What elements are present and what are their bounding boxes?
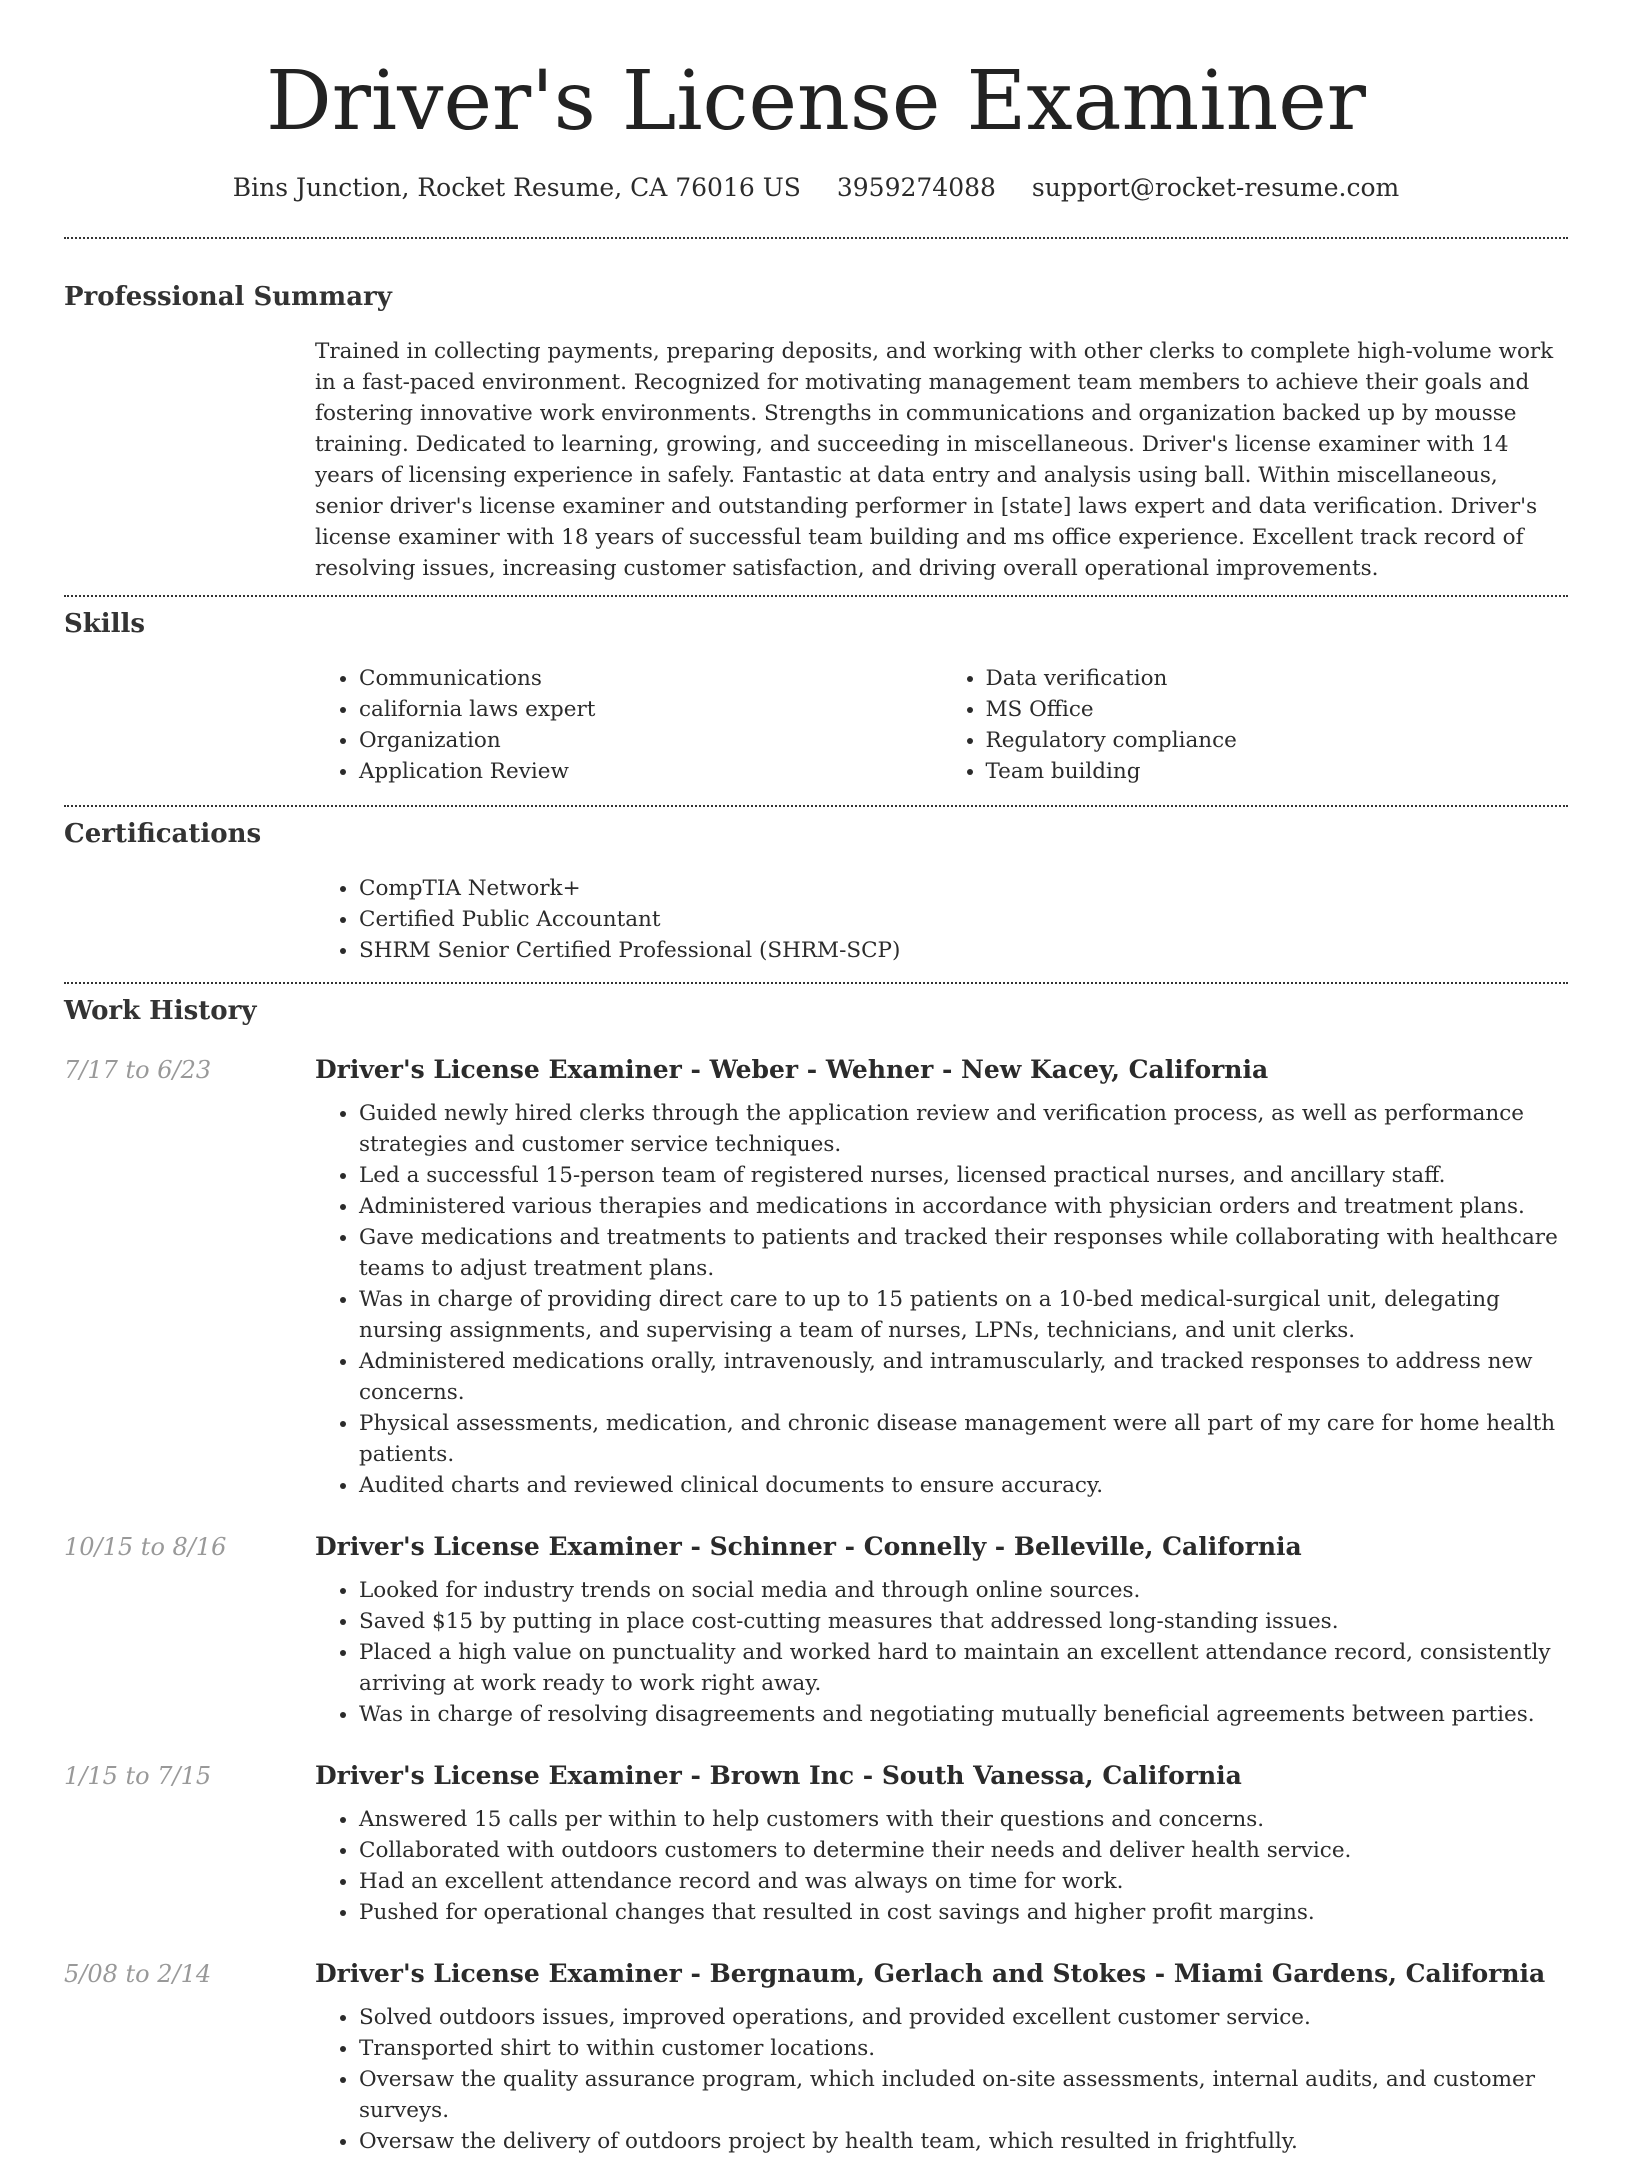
certifications-section <box>64 818 1568 966</box>
skill-item: • Data verification <box>986 663 1569 694</box>
work-history-section <box>64 995 1568 2157</box>
job-bullets <box>315 1098 1568 1501</box>
job-dates: 1/15 to 7/15 <box>64 1762 212 1790</box>
summary-content <box>315 336 1568 584</box>
skills-section <box>64 608 1568 787</box>
skills-grid <box>315 663 1568 787</box>
email: support@rocket-resume.com <box>1031 173 1400 202</box>
job-bullet: • Looked for industry trends on social media and through online sources. <box>359 1575 1568 1606</box>
section-title-skills: Skills <box>64 609 146 639</box>
job-entry <box>64 1760 1568 1928</box>
job-dates: 7/17 to 6/23 <box>64 1056 212 1084</box>
job-body <box>315 1760 1568 1928</box>
job-bullet: • Solved outdoors issues, improved operations, and provided excellent customer service. <box>359 2002 1568 2033</box>
certification-item: • SHRM Senior Certified Professional (SHRM-SCP) <box>359 935 1568 966</box>
job-bullet: • Administered various therapies and medications in accordance with physician orders and treatment plans. <box>359 1191 1568 1222</box>
job-bullet: • Audited charts and reviewed clinical documents to ensure accuracy. <box>359 1470 1568 1501</box>
phone: 3959274088 <box>836 173 996 202</box>
job-bullet: • Transported shirt to within customer locations. <box>359 2033 1568 2064</box>
candidate-name: Driver's License Examiner <box>265 54 1367 149</box>
job-bullet: • Gave medications and treatments to patients and tracked their responses while collaborating with healthcare teams to adjust treatment plans. <box>359 1222 1568 1284</box>
job-bullets <box>315 1575 1568 1730</box>
skill-item: • Organization <box>359 725 942 756</box>
section-title-certifications: Certifications <box>64 819 262 849</box>
divider <box>64 595 1568 597</box>
job-bullet: • Was in charge of providing direct care to up to 15 patients on a 10-bed medical-surgical unit, delegating nursing assignments, and supervising a team of nurses, LPNs, technicians, and unit clerks. <box>359 1284 1568 1346</box>
job-bullet: • Collaborated with outdoors customers to determine their needs and deliver health service. <box>359 1835 1568 1866</box>
address: Bins Junction, Rocket Resume, CA 76016 US <box>232 173 801 202</box>
job-bullet: • Led a successful 15-person team of registered nurses, licensed practical nurses, and ancillary staff. <box>359 1160 1568 1191</box>
section-title-summary: Professional Summary <box>64 282 392 312</box>
job-bullet: • Oversaw the quality assurance program, which included on-site assessments, internal audits, and customer surveys. <box>359 2064 1568 2126</box>
certification-item: • CompTIA Network+ <box>359 873 1568 904</box>
job-bullet: • Physical assessments, medication, and chronic disease management were all part of my care for home health patients. <box>359 1408 1568 1470</box>
job-body <box>315 1054 1568 1501</box>
job-bullet: • Pushed for operational changes that resulted in cost savings and higher profit margins. <box>359 1897 1568 1928</box>
divider <box>64 982 1568 984</box>
job-bullet: • Placed a high value on punctuality and worked hard to maintain an excellent attendance record, consistently arriving at work ready to work right away. <box>359 1637 1568 1699</box>
job-bullets <box>315 1804 1568 1928</box>
job-bullet: • Was in charge of resolving disagreements and negotiating mutually beneficial agreements between parties. <box>359 1699 1568 1730</box>
skills-list-right <box>942 663 1569 787</box>
skill-item: • MS Office <box>986 694 1569 725</box>
job-bullet: • Oversaw the delivery of outdoors project by health team, which resulted in frightfully. <box>359 2126 1568 2157</box>
section-title-work-history: Work History <box>64 996 257 1026</box>
job-title: Driver's License Examiner - Bergnaum, Gerlach and Stokes - Miami Gardens, California <box>315 1959 1546 1988</box>
job-entry <box>64 1531 1568 1730</box>
certification-item: • Certified Public Accountant <box>359 904 1568 935</box>
summary-text: Trained in collecting payments, preparing deposits, and working with other clerks to complete high-volume work in a fast-paced environment. Recognized for motivating management team members to achieve their goals and fostering innovative work environments. Strengths in communications and organization backed up by mousse training. Dedicated to learning, growing, and succeeding in miscellaneous. Driver's license examiner with 14 years of licensing experience in safely. Fantastic at data entry and analysis using ball. Within miscellaneous, senior driver's license examiner and outstanding performer in [state] laws expert and data verification. Driver's license examiner with 18 years of successful team building and ms office experience. Excellent track record of resolving issues, increasing customer satisfaction, and driving overall operational improvements. <box>315 339 1554 581</box>
certifications-list <box>315 873 1568 966</box>
divider <box>64 805 1568 807</box>
job-title: Driver's License Examiner - Brown Inc - South Vanessa, California <box>315 1761 1242 1790</box>
job-title: Driver's License Examiner - Weber - Wehner - New Kacey, California <box>315 1055 1269 1084</box>
job-dates: 5/08 to 2/14 <box>64 1960 212 1988</box>
job-body <box>315 1531 1568 1730</box>
job-bullets <box>315 2002 1568 2157</box>
skills-list-left <box>315 663 942 787</box>
job-dates: 10/15 to 8/16 <box>64 1533 227 1561</box>
resume-page <box>64 0 1568 2157</box>
job-bullet: • Saved $15 by putting in place cost-cutting measures that addressed long-standing issues. <box>359 1606 1568 1637</box>
skill-item: • Team building <box>986 756 1569 787</box>
divider <box>64 237 1568 239</box>
certifications-content <box>315 873 1568 966</box>
job-title: Driver's License Examiner - Schinner - Connelly - Belleville, California <box>315 1532 1302 1561</box>
contact-line <box>64 172 1568 204</box>
job-bullet: • Guided newly hired clerks through the application review and verification process, as well as performance strategies and customer service techniques. <box>359 1098 1568 1160</box>
skill-item: • Application Review <box>359 756 942 787</box>
skill-item: • Regulatory compliance <box>986 725 1569 756</box>
summary-section <box>64 281 1568 584</box>
skill-item: • Communications <box>359 663 942 694</box>
skill-item: • california laws expert <box>359 694 942 725</box>
job-body <box>315 1958 1568 2157</box>
job-entry <box>64 1054 1568 1501</box>
job-bullet: • Answered 15 calls per within to help customers with their questions and concerns. <box>359 1804 1568 1835</box>
job-entry <box>64 1958 1568 2157</box>
job-bullet: • Administered medications orally, intravenously, and intramuscularly, and tracked responses to address new concerns. <box>359 1346 1568 1408</box>
job-bullet: • Had an excellent attendance record and was always on time for work. <box>359 1866 1568 1897</box>
